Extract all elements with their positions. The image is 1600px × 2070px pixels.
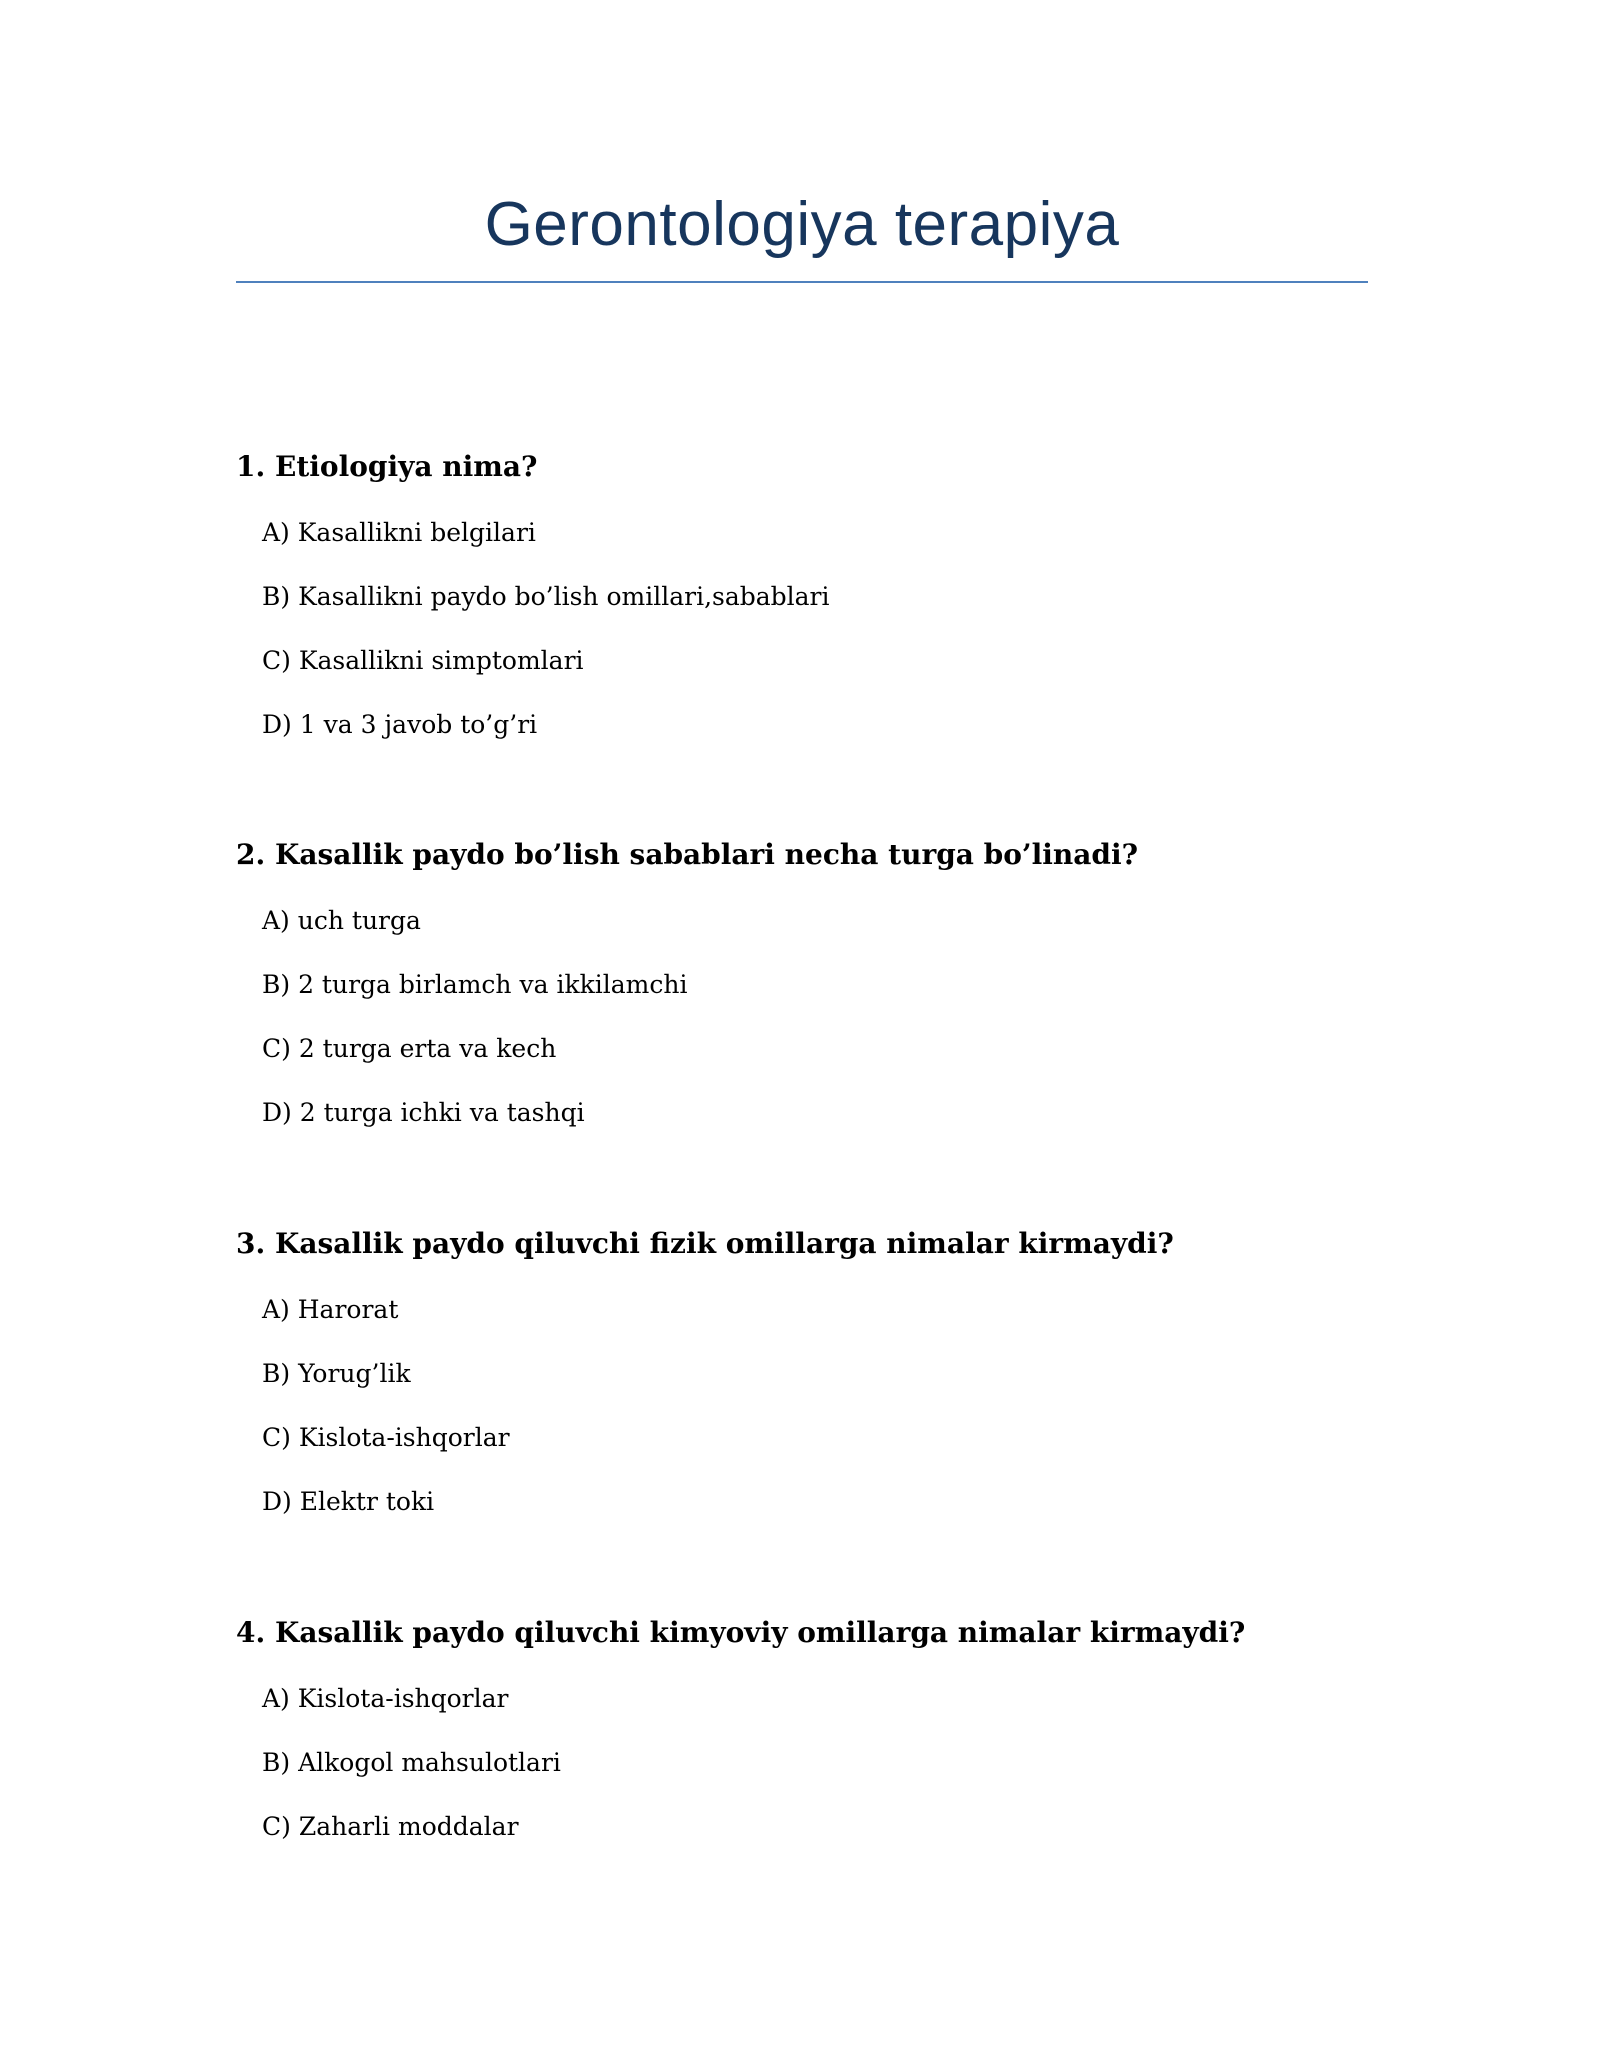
answer-option: B) 2 turga birlamch va ikkilamchi [262,970,688,999]
answer-option: B) Yorug’lik [262,1359,411,1388]
question-text: 4. Kasallik paydo qiluvchi kimyoviy omillarga nimalar kirmaydi? [236,1616,1246,1649]
question-4 [236,1616,1368,1650]
answer-option: D) Elektr toki [262,1487,435,1516]
answer-option: C) Kislota-ishqorlar [262,1423,510,1452]
question-3 [236,1227,1368,1261]
answer-option: A) Kasallikni belgilari [262,518,536,547]
answer-option: D) 1 va 3 javob to’g’ri [262,710,538,739]
title-underline [236,281,1368,283]
answer-option: B) Kasallikni paydo bo’lish omillari,sabablari [262,582,830,611]
answer-option: C) Kasallikni simptomlari [262,646,584,675]
question-text: 3. Kasallik paydo qiluvchi fizik omillarga nimalar kirmaydi? [236,1227,1174,1260]
document-title: Gerontologiya terapiya [484,190,1120,259]
answer-option: A) Kislota-ishqorlar [262,1684,509,1713]
question-1 [236,450,1368,484]
question-text: 2. Kasallik paydo bo’lish sabablari necha turga bo’linadi? [236,838,1139,871]
answer-option: C) 2 turga erta va kech [262,1034,557,1063]
question-2 [236,838,1368,872]
answer-option: D) 2 turga ichki va tashqi [262,1098,585,1127]
answer-option: A) uch turga [262,906,421,935]
answer-option: A) Harorat [262,1295,399,1324]
answer-option: B) Alkogol mahsulotlari [262,1748,561,1777]
question-text: 1. Etiologiya nima? [236,450,538,483]
answer-option: C) Zaharli moddalar [262,1812,519,1841]
